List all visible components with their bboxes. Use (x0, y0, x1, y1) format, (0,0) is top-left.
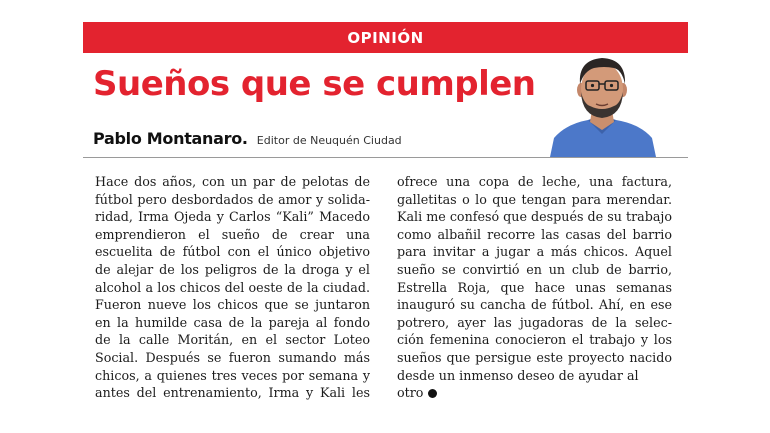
article-line: alcohol a los chicos del oeste de la ciudad. (95, 279, 370, 295)
article-line-final (397, 384, 672, 402)
headline: Sueños que se cumplen (93, 64, 536, 104)
article-line: Social. Después se fueron sumando más (95, 349, 370, 365)
article-line: sueño se convirtió en un club de barrio, (397, 261, 672, 277)
section-label: OPINIÓN (347, 28, 424, 47)
author-name: Pablo Montanaro. (93, 129, 248, 148)
article-column-2 (397, 173, 672, 402)
article-line: sueños que persigue este proyecto nacido (397, 349, 672, 365)
author-photo (548, 54, 657, 157)
byline (93, 128, 402, 152)
article-line: como albañil recorre las casas del barrio (397, 226, 672, 242)
article-line: para invitar a jugar a más chicos. Aquel (397, 244, 672, 260)
article-line: antes del entrenamiento, Irma y Kali les (95, 385, 370, 401)
article-line: inauguró su cancha de fútbol. Ahí, en ese (397, 297, 672, 313)
article-line: desde un inmenso deseo de ayudar al (397, 367, 639, 383)
article-line: ridad, Irma Ojeda y Carlos “Kali” Macedo (95, 209, 370, 225)
section-banner (83, 22, 688, 53)
article-end-text: otro (397, 385, 424, 401)
article-line: en la humilde casa de la pareja al fondo (95, 314, 370, 330)
article-line: Estrella Roja, que hace unas semanas (397, 279, 672, 295)
header-divider (83, 157, 688, 158)
article-line: galletitas o lo que tengan para merendar. (397, 191, 672, 207)
article-line: ción femenina conocieron el trabajo y los (397, 332, 672, 348)
article-line: Kali me confesó que después de su trabajo (397, 209, 672, 225)
article-line: fútbol pero desbordados de amor y solida- (95, 191, 370, 207)
article-line: potrero, ayer las jugadoras de la selec- (397, 314, 672, 330)
end-mark-icon (428, 389, 437, 398)
author-role: Editor de Neuquén Ciudad (256, 134, 402, 147)
article-line: chicos, a quienes tres veces por semana y (95, 367, 370, 383)
article-line: de alejar de los peligros de la droga y el (95, 261, 370, 277)
article-line: emprendieron el sueño de crear una (95, 226, 370, 242)
article-column-1 (95, 173, 370, 402)
article-line: Hace dos años, con un par de pelotas de (95, 174, 370, 189)
article-line: Fueron nueve los chicos que se juntaron (95, 297, 370, 313)
article-line: de la calle Moritán, en el sector Loteo (95, 332, 370, 348)
article-line: ofrece una copa de leche, una factura, (397, 174, 672, 189)
article-line: escuelita de fútbol con el único objetivo (95, 244, 370, 260)
